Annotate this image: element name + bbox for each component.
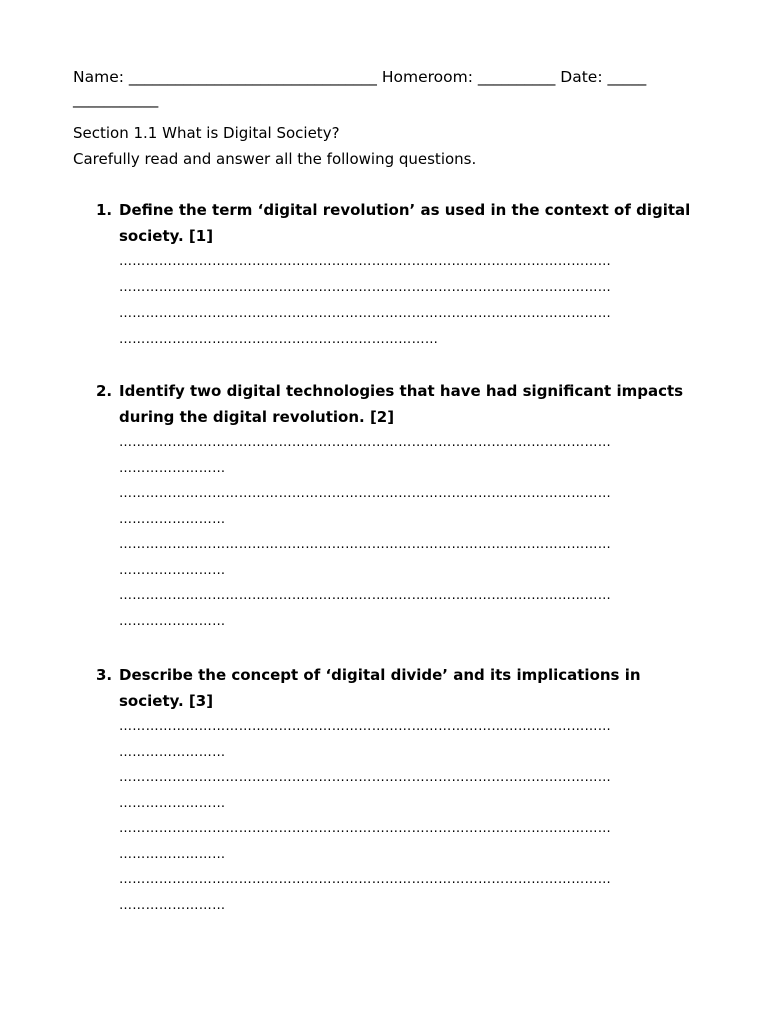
answer-line: …………………………………………………………………………………………………	[119, 537, 612, 552]
question-1	[73, 197, 693, 353]
date-blank: _____	[607, 68, 647, 86]
question-text: Identify two digital technologies that have had significant impacts during the digital revolution. [2]	[119, 382, 684, 426]
worksheet-page	[73, 66, 693, 918]
answer-line: …………………………………………………………………………………………………	[119, 254, 612, 269]
date-label: Date:	[560, 68, 603, 86]
answer-line: …………………………………………………………………………………………………	[119, 486, 612, 501]
answer-line: ………………………………………………………………	[119, 332, 439, 347]
question-text: Describe the concept of ‘digital divide’ and its implications in society. [3]	[119, 666, 641, 710]
question-text: Define the term ‘digital revolution’ as used in the context of digital society. [1]	[119, 201, 691, 245]
name-blank: ________________________________	[128, 68, 377, 86]
answer-line: ……………………	[119, 614, 226, 629]
answer-line: …………………………………………………………………………………………………	[119, 306, 612, 321]
homeroom-label: Homeroom:	[381, 68, 473, 86]
homeroom-blank: __________	[477, 68, 556, 86]
question-3	[73, 662, 693, 918]
question-number: 2.	[96, 382, 113, 400]
answer-line: ……………………	[119, 461, 226, 476]
answer-line: …………………………………………………………………………………………………	[119, 588, 612, 603]
answer-line: …………………………………………………………………………………………………	[119, 821, 612, 836]
answer-line: …………………………………………………………………………………………………	[119, 770, 612, 785]
instructions: Carefully read and answer all the following questions.	[73, 150, 477, 168]
section-title: Section 1.1 What is Digital Society?	[73, 124, 340, 142]
answer-line: ……………………	[119, 796, 226, 811]
question-2	[73, 378, 693, 634]
student-info-header	[73, 66, 693, 88]
answer-line: ……………………	[119, 512, 226, 527]
answer-line: ……………………	[119, 745, 226, 760]
question-number: 3.	[96, 666, 113, 684]
answer-line: ……………………	[119, 898, 226, 913]
answer-line: ……………………	[119, 847, 226, 862]
answer-line: …………………………………………………………………………………………………	[119, 719, 612, 734]
answer-line: …………………………………………………………………………………………………	[119, 872, 612, 887]
name-label: Name:	[73, 68, 124, 86]
question-number: 1.	[96, 201, 113, 219]
answer-line: …………………………………………………………………………………………………	[119, 280, 612, 295]
answer-line: …………………………………………………………………………………………………	[119, 435, 612, 450]
date-blank-continued: ___________	[73, 90, 159, 108]
answer-line: ……………………	[119, 563, 226, 578]
